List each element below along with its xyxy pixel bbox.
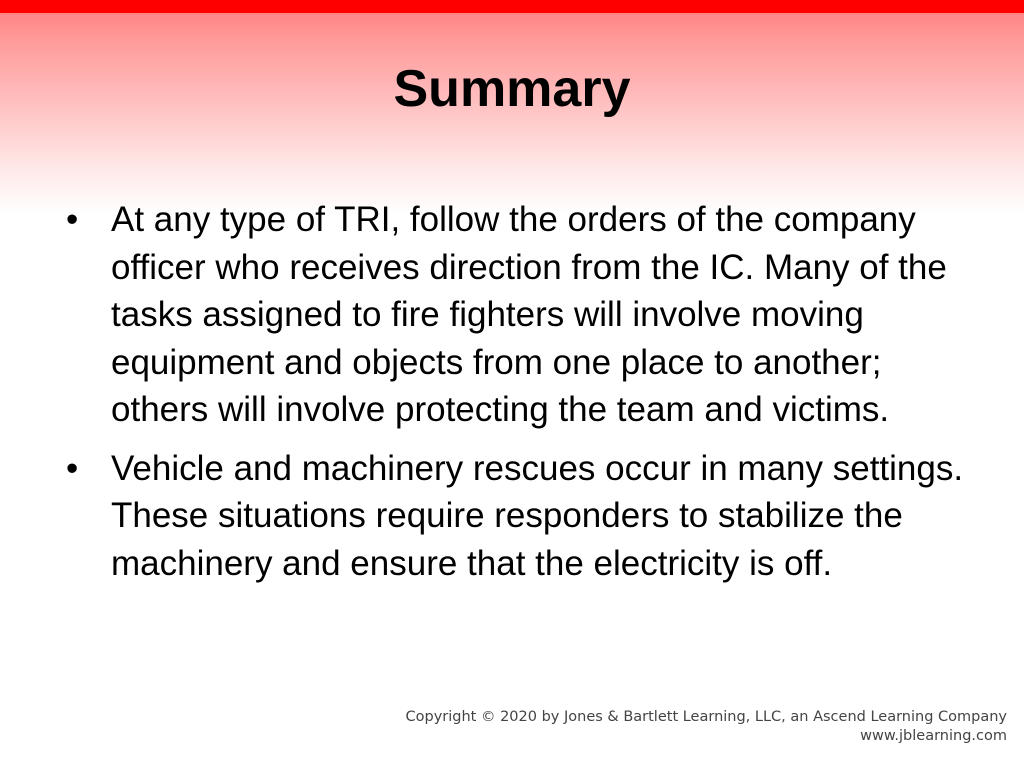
copyright-text: Copyright © 2020 by Jones & Bartlett Learning, LLC, an Ascend Learning Company bbox=[405, 709, 1007, 725]
bullet-item bbox=[66, 196, 966, 434]
bullet-list bbox=[66, 196, 966, 598]
bullet-marker: • bbox=[66, 448, 79, 488]
bullet-marker: • bbox=[66, 200, 79, 239]
bullet-text: At any type of TRI, follow the orders of the company officer who receives direction from the IC. Many of the tasks assigned to fire fighters will involve moving equipment and objects from one place to another; others will involve protecting the team and victims. bbox=[111, 200, 947, 429]
slide-title: Summary bbox=[393, 60, 631, 118]
footer bbox=[406, 708, 1007, 746]
top-accent-bar bbox=[0, 0, 1024, 13]
website-link: www.jblearning.com bbox=[860, 728, 1007, 744]
bullet-item bbox=[66, 445, 966, 588]
bullet-text: Vehicle and machinery rescues occur in many settings. These situations require responders to stabilize the machinery and ensure that the electricity is off. bbox=[111, 448, 964, 583]
